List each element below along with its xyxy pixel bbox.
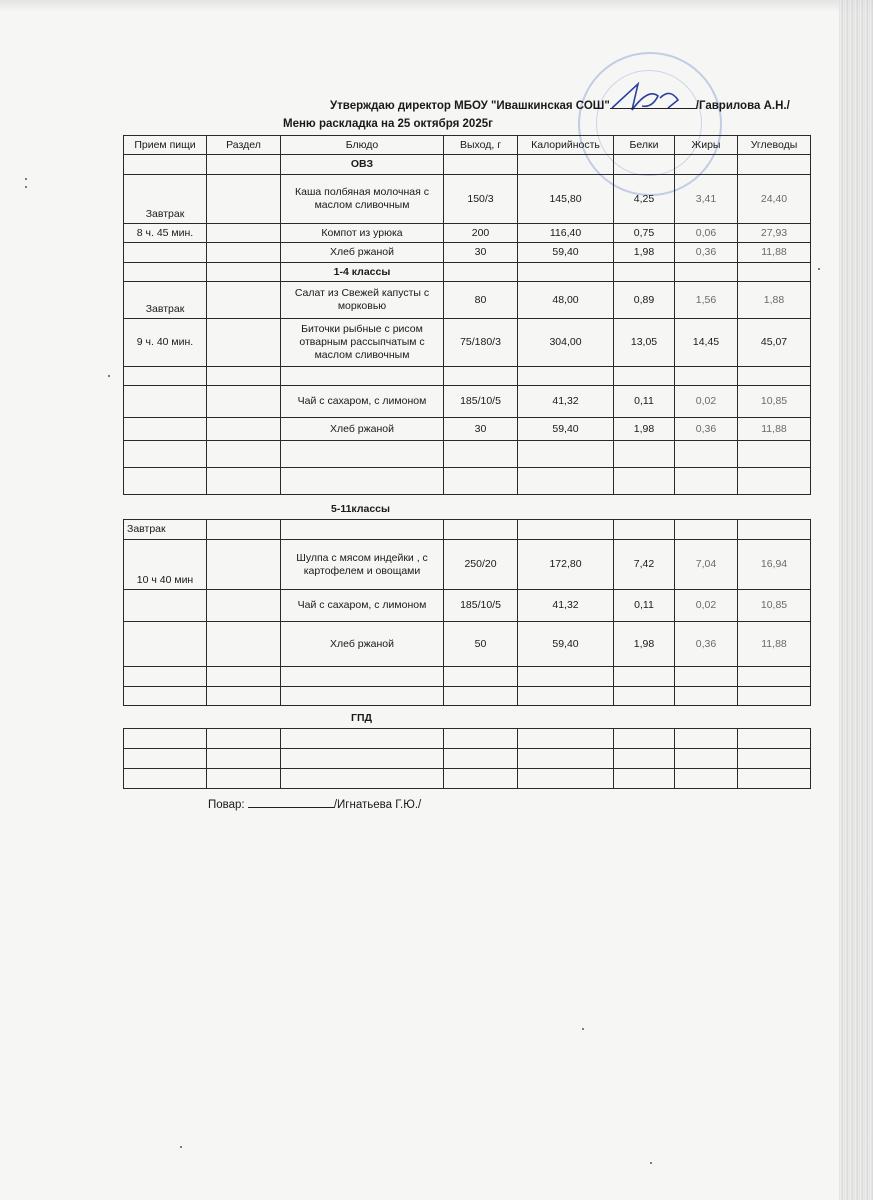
calories-cell: 41,32 [518,386,614,418]
meal-cell: Завтрак [124,175,207,224]
carbs-cell: 24,40 [738,175,811,224]
meal-cell: Завтрак [124,520,207,540]
col-section: Раздел [207,136,281,155]
scan-speck [25,186,27,188]
carbs-cell: 11,88 [738,418,811,441]
protein-cell: 0,89 [614,282,675,319]
scan-top-shadow [0,0,873,12]
table-row [124,319,811,367]
table-row [124,243,811,263]
dish-cell: Хлеб ржаной [281,243,444,263]
fat-cell: 0,36 [675,418,738,441]
table-row [124,224,811,243]
section-label-gpd: ГПД [351,712,372,724]
fat-cell: 0,02 [675,386,738,418]
carbs-cell: 10,85 [738,386,811,418]
meal-cell [124,590,207,622]
protein-cell: 7,42 [614,540,675,590]
carbs-cell: 11,88 [738,243,811,263]
calories-cell: 172,80 [518,540,614,590]
fat-cell: 0,06 [675,224,738,243]
protein-cell: 0,75 [614,224,675,243]
meal-cell [124,418,207,441]
protein-cell: 1,98 [614,418,675,441]
protein-cell: 13,05 [614,319,675,367]
protein-cell: 1,98 [614,622,675,667]
menu-table-main [123,135,811,495]
menu-table-gpd [123,728,811,789]
dish-cell: Шулпа с мясом индейки , с картофелем и овощами [281,540,444,590]
empty-row [124,367,811,386]
empty-row [124,468,811,495]
cook-name: /Игнатьева Г.Ю./ [333,799,422,811]
calories-cell: 48,00 [518,282,614,319]
director-name: /Гаврилова А.Н./ [695,100,790,112]
calories-cell: 41,32 [518,590,614,622]
cook-label: Повар: [208,799,245,811]
col-output: Выход, г [444,136,518,155]
fat-cell: 14,45 [675,319,738,367]
table-row [124,590,811,622]
table-row [124,282,811,319]
table-row [124,540,811,590]
table-row [124,175,811,224]
fat-cell: 3,41 [675,175,738,224]
fat-cell: 7,04 [675,540,738,590]
protein-cell: 0,11 [614,386,675,418]
table-header-row [124,136,811,155]
col-meal: Прием пищи [124,136,207,155]
fat-cell: 0,02 [675,590,738,622]
dish-cell: Чай с сахаром, с лимоном [281,386,444,418]
output-cell: 80 [444,282,518,319]
empty-row [124,441,811,468]
col-carbs: Углеводы [738,136,811,155]
calories-cell: 145,80 [518,175,614,224]
carbs-cell: 1,88 [738,282,811,319]
dish-cell: Каша полбяная молочная с маслом сливочным [281,175,444,224]
fat-cell: 0,36 [675,622,738,667]
carbs-cell: 16,94 [738,540,811,590]
dish-cell: Салат из Свежей капусты с морковью [281,282,444,319]
fat-cell: 0,36 [675,243,738,263]
dish-cell: Хлеб ржаной [281,622,444,667]
calories-cell: 59,40 [518,622,614,667]
meal-cell [124,386,207,418]
scan-speck [818,268,820,270]
carbs-cell: 11,88 [738,622,811,667]
calories-cell: 116,40 [518,224,614,243]
scan-speck [25,178,27,180]
section-label-5-11: 5-11классы [331,503,390,515]
section-label-ovz: ОВЗ [281,155,444,175]
calories-cell: 59,40 [518,243,614,263]
cook-signature-line [208,797,421,811]
dish-cell: Компот из урюка [281,224,444,243]
menu-table-5-11 [123,519,811,706]
col-dish: Блюдо [281,136,444,155]
col-fat: Жиры [675,136,738,155]
carbs-cell: 45,07 [738,319,811,367]
dish-cell: Биточки рыбные с рисом отварным рассыпчатым с маслом сливочным [281,319,444,367]
col-calories: Калорийность [518,136,614,155]
output-cell: 30 [444,243,518,263]
fat-cell: 1,56 [675,282,738,319]
section-label-1-4: 1-4 классы [281,263,444,282]
scan-edge-shadow [839,0,873,1200]
empty-row [124,749,811,769]
protein-cell: 4,25 [614,175,675,224]
meal-cell: 8 ч. 45 мин. [124,224,207,243]
protein-cell: 1,98 [614,243,675,263]
table-row [124,622,811,667]
col-protein: Белки [614,136,675,155]
table-row [124,520,811,540]
output-cell: 250/20 [444,540,518,590]
cook-signature-blank [248,797,334,808]
approval-text: Утверждаю директор МБОУ "Ивашкинская СОШ" [330,100,610,112]
section-row-ovz [124,155,811,175]
calories-cell: 59,40 [518,418,614,441]
table-row [124,386,811,418]
dish-cell: Хлеб ржаной [281,418,444,441]
meal-cell: 10 ч 40 мин [124,540,207,590]
section-row-1-4 [124,263,811,282]
carbs-cell: 10,85 [738,590,811,622]
output-cell: 75/180/3 [444,319,518,367]
empty-row [124,667,811,687]
output-cell: 185/10/5 [444,590,518,622]
carbs-cell: 27,93 [738,224,811,243]
meal-cell: Завтрак [124,282,207,319]
output-cell: 50 [444,622,518,667]
scan-speck [180,1146,182,1148]
meal-cell: 9 ч. 40 мин. [124,319,207,367]
director-signature-line [610,98,696,109]
scan-speck [108,375,110,377]
empty-row [124,729,811,749]
meal-cell [124,622,207,667]
output-cell: 30 [444,418,518,441]
empty-row [124,769,811,789]
output-cell: 200 [444,224,518,243]
output-cell: 185/10/5 [444,386,518,418]
menu-title: Меню раскладка на 25 октября 2025г [283,118,493,130]
meal-cell [124,243,207,263]
table-row [124,418,811,441]
approval-line [330,98,790,112]
dish-cell: Чай с сахаром, с лимоном [281,590,444,622]
protein-cell: 0,11 [614,590,675,622]
empty-row [124,687,811,706]
output-cell: 150/3 [444,175,518,224]
scan-speck [650,1162,652,1164]
calories-cell: 304,00 [518,319,614,367]
scan-speck [582,1028,584,1030]
